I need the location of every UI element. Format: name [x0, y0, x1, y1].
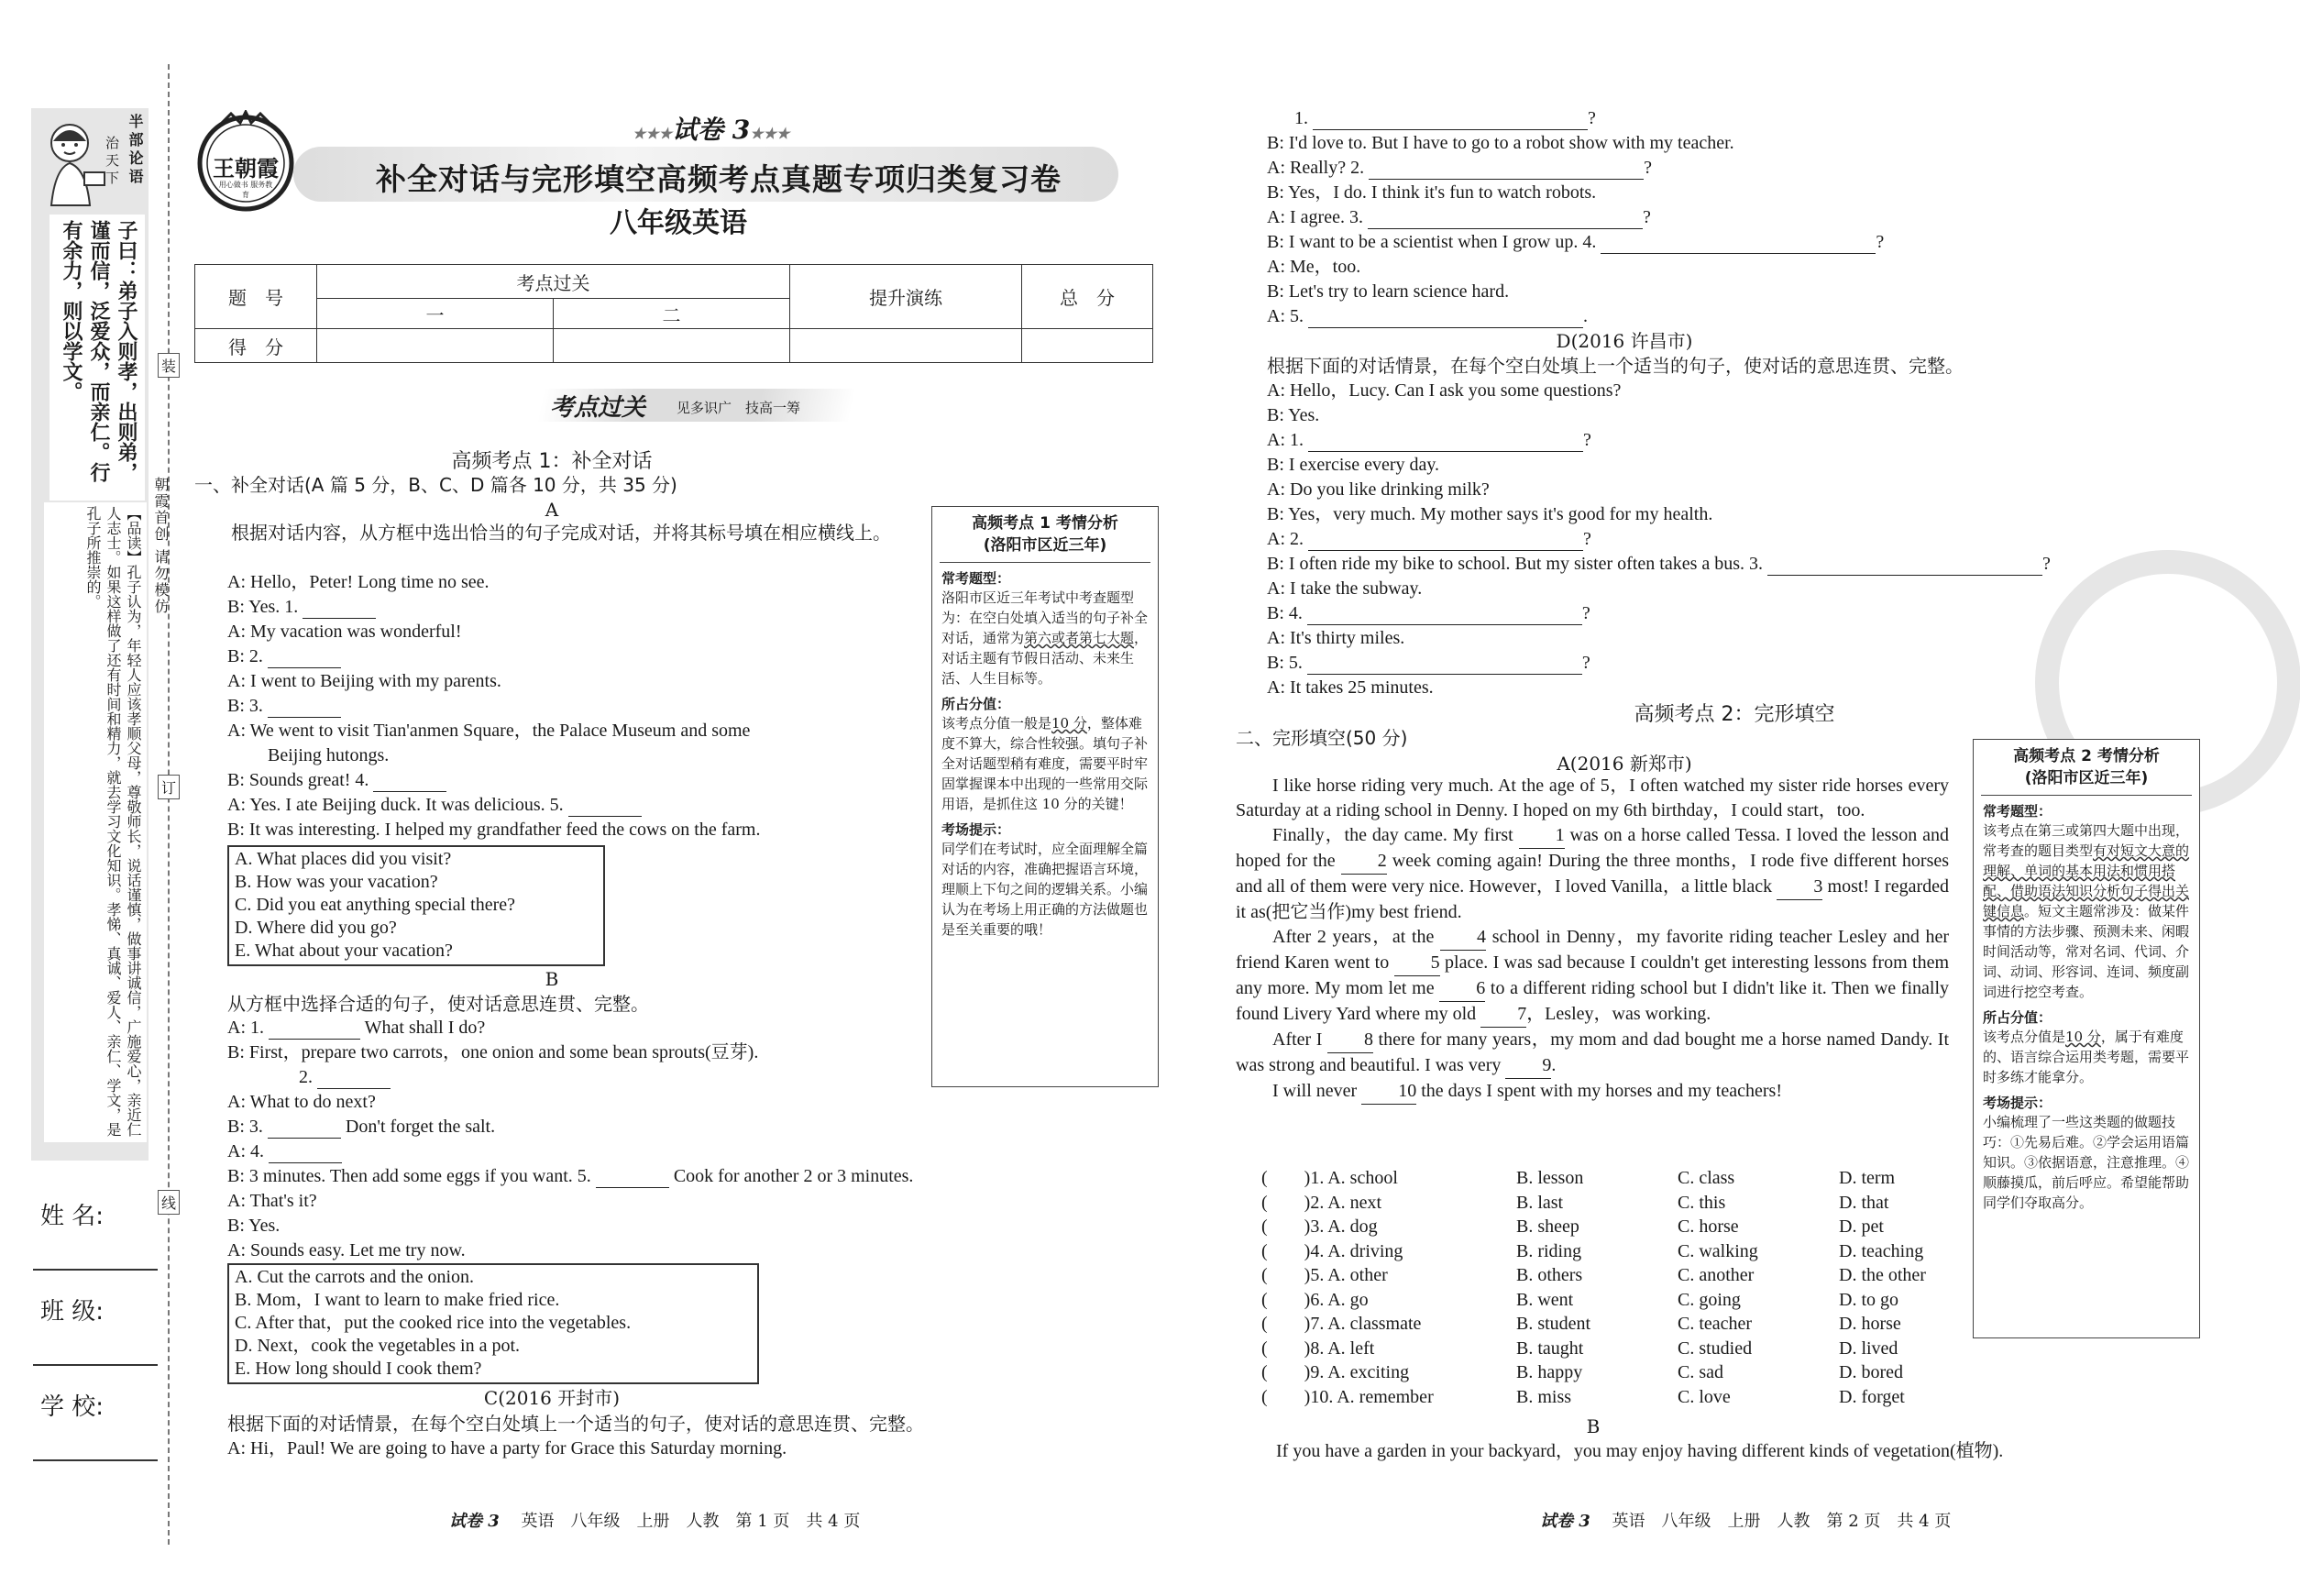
option-row: ( )4. A. driving B. riding C. walking D. teaching [1261, 1240, 1924, 1261]
B-option: D. Next，cook the vegetables in a pot. [235, 1336, 521, 1356]
D-blank-3[interactable] [1767, 556, 2042, 576]
B-blank-2[interactable] [317, 1070, 391, 1089]
analysis1-k3: 考场提示： [941, 821, 1011, 838]
page-subtitle: 八年级英语 [610, 207, 747, 239]
B-line-7: B: 3 minutes. Then add some eggs if you want. 5. Cook for another 2 or 3 minutes. [227, 1166, 914, 1186]
B-line-9: B: Yes. [227, 1216, 281, 1236]
D-instructions: 根据下面的对话情景，在每个空白处填上一个适当的句子，使对话的意思连贯、完整。 [1267, 355, 1964, 377]
A-blank-1[interactable] [303, 600, 376, 619]
B-line-8: A: That's it? [227, 1191, 317, 1211]
cloze-blank-9[interactable]: 9 [1505, 1053, 1551, 1079]
A-option: C. Did you eat anything special there? [235, 895, 516, 915]
score-col-points: 考点过关 [317, 265, 790, 299]
score-row-label: 得 分 [195, 329, 317, 363]
A-line-4: B: 2. [227, 644, 341, 668]
fold-line [168, 64, 170, 1545]
D-blank-2[interactable] [1308, 532, 1583, 551]
C-blank-4[interactable] [1601, 235, 1876, 254]
B-option: A. Cut the carrots and the onion. [235, 1267, 475, 1287]
sidebar-subtitle: 治天下 [104, 136, 120, 188]
option-row: ( )2. A. next B. last C. this D. that [1261, 1192, 1889, 1213]
cut-mark-1: 装 [158, 353, 180, 378]
cloze-blank-1[interactable]: 1 [1519, 823, 1565, 849]
C-line-9: A: 5. . [1267, 306, 1588, 326]
school-field[interactable] [33, 1459, 158, 1461]
B-line-2: B: First，prepare two carrots，one onion and some bean sprouts(豆芽). [227, 1042, 759, 1062]
sidebar-title: 半部论语 [127, 114, 144, 187]
score-sub-1: 一 [317, 299, 554, 329]
A-line-11: B: It was interesting. I helped my grandfather feed the cows on the farm. [227, 820, 761, 840]
class-field[interactable] [33, 1364, 158, 1366]
analysis-box-1 [931, 506, 1159, 1087]
sidebar-quote: 子曰：弟子入则孝，出则弟，谨而信，泛爱众，而亲仁。行有余力，则以学文。 [50, 215, 145, 501]
option-row: ( )7. A. classmate B. student C. teacher D. horse [1261, 1314, 1901, 1334]
B-blank-1[interactable] [269, 1020, 360, 1040]
B-option: C. After that，put the cooked rice into the vegetables. [235, 1313, 632, 1333]
option-row: ( )6. A. go B. went C. going D. to go [1261, 1289, 1898, 1310]
part1-heading: 一、补全对话(A 篇 5 分，B、C、D 篇各 10 分，共 35 分) [194, 474, 677, 496]
cloze-blank-4[interactable]: 4 [1440, 925, 1486, 951]
cloze-blank-3[interactable]: 3 [1777, 875, 1822, 900]
score-cell-3[interactable] [790, 329, 1022, 363]
A-label: A [545, 499, 559, 521]
page-title: 补全对话与完形填空高频考点真题专项归类复习卷 [376, 161, 1062, 197]
C-instructions: 根据下面的对话情景，在每个空白处填上一个适当的句子，使对话的意思连贯、完整。 [227, 1413, 924, 1435]
analysis2-k1: 常考题型： [1983, 803, 2052, 820]
sidebar-reading: 【品读】孔子认为，年轻人应该孝顺父母，尊敬师长，说话谨慎，做事讲诚信，广施爱心，亲近仁人志士。如果这样做了还有时间和精力，就去学习文化知识。孝悌、真诚、爱人、亲仁、学文，是孔子所推崇的。 [44, 502, 147, 1142]
paper-number: ★★★试卷 3★★★ [633, 115, 790, 145]
class-label: 班 级: [40, 1298, 105, 1326]
D-line-4: B: I exercise every day. [1267, 455, 1440, 475]
part2-heading: 二、完形填空(50 分) [1236, 727, 1408, 749]
section-banner-slogan: 见多识广 技高一筹 [677, 400, 801, 416]
A-instructions: 根据对话内容，从方框中选出恰当的句子完成对话，并将其标号填在相应横线上。 [231, 522, 891, 544]
logo-text: 王朝霞 [213, 156, 279, 182]
analysis2-k2: 所占分值： [1983, 1009, 2052, 1026]
passage-p3: After 2 years，at the 4 school in Denny，my favorite riding teacher Lesley and her friend Karen went to 5 place. I was sad because I couldn't get interesting lessons from them any more. My mom let me 6 to a different riding school but I didn't like it. Then we finally found Livery Yard where my old 7，Lesley，was working. [1236, 925, 1949, 1028]
score-cell-4[interactable] [1022, 329, 1153, 363]
cloze-blank-6[interactable]: 6 [1439, 976, 1485, 1002]
cloze-blank-2[interactable]: 2 [1341, 849, 1387, 875]
passage-p2: Finally，the day came. My first 1 was on a horse called Tessa. I loved the lesson and hoped for the 2 week coming again! During the three months，I rode five different horses and all of them were very nice. However，I loved Vanilla，a little black 3 most! I regarded it as(把它当作)my best friend. [1236, 825, 1950, 922]
D-line-13: A: It takes 25 minutes. [1267, 677, 1434, 698]
D-blank-5[interactable] [1307, 655, 1582, 675]
A-line-3: A: My vacation was wonderful! [227, 622, 462, 642]
C-label: C(2016 开封市) [483, 1387, 621, 1409]
A-option: E. What about your vacation? [235, 941, 453, 961]
cloze-blank-5[interactable]: 5 [1394, 951, 1440, 976]
passage-p4: After I 8 there for many years，my mom and dad bought me a horse named Dandy. It was strong and beautiful. I was very 9. [1236, 1028, 1949, 1079]
analysis2-t2: 该考点分值是10 分，属于有难度的、语言综合运用类考题，需要平时多练才能拿分。 [1983, 1029, 2190, 1085]
option-row: ( )9. A. exciting B. happy C. sad D. bored [1261, 1362, 1903, 1382]
option-row: ( )3. A. dog B. sheep C. horse D. pet [1261, 1216, 1884, 1237]
C-blank-5[interactable] [1308, 309, 1583, 328]
B-line-4: A: What to do next? [227, 1092, 376, 1112]
B-line-3: 2. [299, 1065, 391, 1089]
B-label: B [545, 968, 559, 990]
A-line-6: B: 3. [227, 694, 341, 718]
D-line-9: A: I take the subway. [1267, 578, 1423, 599]
D-line-7: A: 2. ? [1267, 529, 1591, 549]
RB-label: B [1586, 1415, 1601, 1437]
cut-mark-2: 订 [158, 775, 180, 799]
footer-right-paper: 试卷 3 [1540, 1512, 1590, 1531]
school-label: 学 校: [40, 1393, 105, 1421]
section-banner-title: 考点过关 [550, 394, 646, 422]
B-option: B. Mom，I want to learn to make fried rice. [235, 1290, 560, 1310]
C-blank-1[interactable] [1313, 111, 1588, 130]
A-options-box [227, 845, 605, 966]
A-blank-3[interactable] [268, 699, 341, 718]
B-options-box [227, 1263, 759, 1384]
analysis2-t1: 该考点在第三或第四大题中出现，常考查的题目类型有对短文大意的理解、单词的基本用法和惯用搭配、借助语法知识分析句子得出关键信息。短文主题常涉及：做某件事情的方法步骤、预测未来、闲暇时间活动等，常对名词、代词、介词、动词、形容词、连词、频度副词进行挖空考查。 [1983, 822, 2190, 1000]
C-line-8: B: Let's try to learn science hard. [1267, 281, 1510, 302]
cloze-blank-7[interactable]: 7 [1480, 1002, 1526, 1028]
analysis1-k2: 所占分值： [941, 696, 1011, 712]
footer-right [1540, 1508, 1951, 1532]
score-col-qno: 题 号 [195, 265, 317, 329]
C-first-line: A: Hi，Paul! We are going to have a party for Grace this Saturday morning. [227, 1438, 787, 1458]
A-option: D. Where did you go? [235, 918, 397, 938]
C-line-5: A: I agree. 3. ? [1267, 207, 1651, 227]
B-blank-4[interactable] [269, 1144, 342, 1163]
C-line-1: 1. ? [1294, 108, 1596, 128]
footer-left [449, 1508, 860, 1532]
A-option: A. What places did you visit? [235, 849, 452, 869]
name-field[interactable] [33, 1269, 158, 1271]
score-cell-2[interactable] [554, 329, 790, 363]
B-line-10: A: Sounds easy. Let me try now. [227, 1240, 466, 1260]
cloze-passage [1236, 774, 1949, 1105]
B-option: E. How long should I cook them? [235, 1359, 482, 1379]
analysis2-k3: 考场提示： [1983, 1095, 2052, 1111]
footer-right-info: 英语 八年级 上册 人教 第 2 页 共 4 页 [1612, 1512, 1952, 1531]
D-blank-4[interactable] [1307, 606, 1582, 625]
D-line-10: B: 4. ? [1267, 603, 1590, 623]
B-instructions: 从方框中选择合适的句子，使对话意思连贯、完整。 [227, 993, 649, 1015]
score-col-practice: 提升演练 [790, 265, 1022, 329]
analysis1-t1: 洛阳市区近三年考试中考查题型为：在空白处填入适当的句子补全对话，通常为第六或者第七大题，对话主题有节假日活动、未来生活、人生目标等。 [941, 589, 1149, 687]
analysis1-t2: 该考点分值一般是10 分，整体难度不算大，综合性较强。填句子补全对话题型稍有难度，需要平时牢固掌握课本中出现的一些常用交际用语，是抓住这 10 分的关键！ [941, 715, 1149, 812]
C-line-3: A: Really? 2. ? [1267, 158, 1652, 178]
D-line-11: A: It's thirty miles. [1267, 628, 1405, 648]
A-line-10: A: Yes. I ate Beijing duck. It was delicious. 5. [227, 793, 642, 817]
A-blank-4[interactable] [373, 773, 446, 792]
B-line-6: A: 4. [227, 1139, 342, 1163]
analysis2-t3: 小编梳理了一些这类题的做题技巧：①先易后难。②学会运用语篇知识。③依据语意，注意推理。④顺藤摸瓜，前后呼应。希望能帮助同学们夺取高分。 [1983, 1114, 2190, 1211]
B-blank-3[interactable] [268, 1119, 341, 1139]
score-cell-1[interactable] [317, 329, 554, 363]
A-line-7: A: We went to visit Tian'anmen Square，the Palace Museum and some [227, 721, 751, 741]
D-line-3: A: 1. ? [1267, 430, 1591, 450]
passage-p1: I like horse riding very much. At the age of 5，I often watched my sister ride horses every Saturday at a riding school in Denny. I hoped on my 6th birthday，I could start，too. [1236, 776, 1949, 820]
D-blank-1[interactable] [1308, 433, 1583, 452]
A-line-2: B: Yes. 1. [227, 595, 376, 619]
C-line-2: B: I'd love to. But I have to go to a robot show with my teacher. [1267, 133, 1734, 153]
RB-first-line: If you have a garden in your backyard，you may enjoy having different kinds of vegetation(植物). [1276, 1441, 2004, 1461]
D-line-2: B: Yes. [1267, 405, 1320, 425]
option-row: ( )10. A. remember B. miss C. love D. forget [1261, 1386, 1905, 1407]
B-line-5: B: 3. Don't forget the salt. [227, 1117, 496, 1137]
D-line-6: B: Yes，very much. My mother says it's good for my health. [1267, 504, 1713, 524]
brand-logo [194, 110, 297, 213]
analysis1-k1: 常考题型： [941, 570, 1011, 587]
analysis1-scope: (洛阳市区近三年) [983, 536, 1107, 555]
logo-sub: 用心做书 服务教育 [218, 181, 273, 199]
footer-left-paper: 试卷 3 [449, 1512, 500, 1531]
footer-left-info: 英语 八年级 上册 人教 第 1 页 共 4 页 [521, 1512, 861, 1531]
cut-mark-3: 线 [158, 1190, 180, 1215]
D-line-12: B: 5. ? [1267, 653, 1590, 673]
A-blank-5[interactable] [568, 798, 642, 817]
A-blank-2[interactable] [268, 649, 341, 668]
option-row: ( )1. A. school B. lesson C. class D. term [1261, 1168, 1896, 1188]
analysis1-t3: 同学们在考试时，应全面理解全篇对话的内容，准确把握语言环境，理顺上下句之间的逻辑关系。小编认为在考场上用正确的方法做题也是至关重要的哦！ [941, 841, 1149, 938]
B-blank-5[interactable] [596, 1169, 669, 1188]
A-line-9: B: Sounds great! 4. [227, 768, 446, 792]
cloze-blank-10[interactable]: 10 [1361, 1079, 1416, 1105]
C-line-7: A: Me，too. [1267, 257, 1361, 277]
A-line-1: A: Hello，Peter! Long time no see. [227, 572, 490, 592]
analysis-box-2 [1973, 739, 2200, 1338]
D-label: D(2016 许昌市) [1556, 330, 1693, 352]
name-label: 姓 名: [40, 1203, 105, 1230]
score-col-total: 总 分 [1022, 265, 1153, 329]
C-blank-2[interactable] [1369, 160, 1644, 180]
cloze-options [1261, 1166, 1926, 1409]
analysis1-title: 高频考点 1 考情分析 [972, 514, 1118, 533]
score-table [194, 264, 1153, 363]
brand-note: 朝霞首创 请勿模仿 [152, 477, 170, 616]
topic2-heading: 高频考点 2：完形填空 [1634, 703, 1835, 726]
score-sub-2: 二 [554, 299, 790, 329]
paper-number-text: 试卷 3 [672, 115, 751, 145]
C-line-4: B: Yes，I do. I think it's fun to watch robots. [1267, 182, 1597, 203]
C-line-6: B: I want to be a scientist when I grow up. 4. ? [1267, 232, 1885, 252]
option-row: ( )5. A. other B. others C. another D. the other [1261, 1265, 1926, 1285]
analysis2-title: 高频考点 2 考情分析 [2013, 747, 2160, 765]
cloze-blank-8[interactable]: 8 [1327, 1028, 1373, 1053]
A-line-8: Beijing hutongs. [268, 745, 390, 765]
passage-p5: I will never 10 the days I spent with my horses and my teachers! [1236, 1079, 1949, 1105]
RA-label: A(2016 新郑市) [1557, 753, 1692, 775]
C-blank-3[interactable] [1368, 210, 1643, 229]
A-line-5: A: I went to Beijing with my parents. [227, 671, 501, 691]
A-option: B. How was your vacation? [235, 872, 438, 892]
D-line-1: A: Hello，Lucy. Can I ask you some questions? [1267, 380, 1622, 401]
D-line-8: B: I often ride my bike to school. But my sister often takes a bus. 3. ? [1267, 554, 2051, 574]
option-row: ( )8. A. left B. taught C. studied D. lived [1261, 1337, 1898, 1359]
analysis2-scope: (洛阳市区近三年) [2024, 769, 2149, 787]
topic1-heading: 高频考点 1：补全对话 [451, 450, 653, 473]
B-line-1: A: 1. What shall I do? [227, 1018, 486, 1038]
sidebar-portrait [37, 114, 112, 210]
D-line-5: A: Do you like drinking milk? [1267, 479, 1490, 500]
